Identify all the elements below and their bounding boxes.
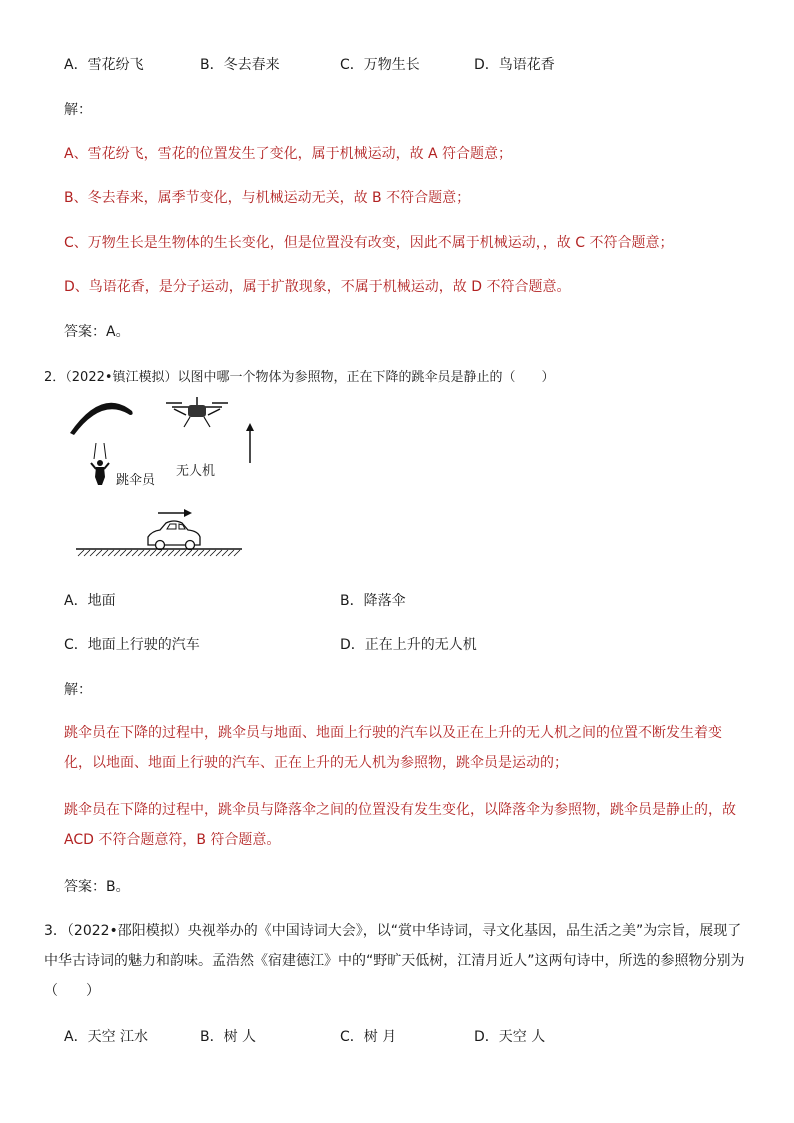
q3-stem: 3．（2022•邵阳模拟）央视举办的《中国诗词大会》，以“赏中华诗词，寻文化基因，品生活之美”为宗旨，展现了中华古诗词的魅力和韵味。孟浩然《宿建德江》中的“野旷天低树，江清月近人”这两句诗中，所选的参照物分别为（ ） (44, 923, 745, 999)
right-arrow-icon (158, 509, 192, 517)
q3-option-a: A．天空 江水 (64, 1029, 149, 1045)
q2-option-c: C．地面上行驶的汽车 (64, 637, 200, 653)
q1-solution-label: 解： (64, 102, 92, 118)
parachutist-label: 跳伞员 (116, 473, 156, 488)
q2-option-b: B．降落伞 (340, 593, 406, 609)
q1-analysis-c: C、万物生长是生物体的生长变化，但是位置没有改变，因此不属于机械运动，，故 C 不符合题意； (64, 235, 674, 251)
q1-analysis-d: D、鸟语花香，是分子运动，属于扩散现象，不属于机械运动，故 D 不符合题意。 (64, 279, 571, 295)
q1-analysis-b: B、冬去春来，属季节变化，与机械运动无关，故 B 不符合题意； (64, 190, 471, 206)
q3-option-b: B．树 人 (200, 1029, 257, 1045)
parachute-canopy (70, 403, 133, 435)
q2-analysis-2: 跳伞员在下降的过程中，跳伞员与降落伞之间的位置没有发生变化，以降落伞为参照物，跳伞员是静止的，故 ACD 不符合题意符，B 符合题意。 (64, 802, 736, 848)
q2-option-d: D．正在上升的无人机 (340, 637, 477, 653)
car-figure (148, 521, 200, 550)
q2-figure (64, 385, 254, 560)
q3-option-d: D．天空 人 (474, 1029, 546, 1045)
q3-option-c: C．树 月 (340, 1029, 397, 1045)
drone-figure (166, 397, 228, 427)
q2-answer: 答案：B。 (64, 879, 130, 895)
drone-label: 无人机 (176, 464, 216, 479)
q1-option-b: B．冬去春来 (200, 57, 280, 73)
q1-answer: 答案：A。 (64, 324, 130, 340)
q1-option-d: D．鸟语花香 (474, 57, 555, 73)
parachutist-figure (91, 443, 109, 485)
q2-analysis-1: 跳伞员在下降的过程中，跳伞员与地面、地面上行驶的汽车以及正在上升的无人机之间的位置不断发生着变化，以地面、地面上行驶的汽车、正在上升的无人机为参照物，跳伞员是运动的； (64, 725, 722, 771)
q1-analysis-a: A、雪花纷飞，雪花的位置发生了变化，属于机械运动，故 A 符合题意； (64, 146, 513, 162)
q2-stem: 2．（2022•镇江模拟）以图中哪一个物体为参照物，正在下降的跳伞员是静止的（ ） (44, 370, 555, 385)
q1-option-a: A．雪花纷飞 (64, 57, 144, 73)
q1-option-c: C．万物生长 (340, 57, 420, 73)
up-arrow-icon (246, 423, 254, 463)
q2-option-a: A．地面 (64, 593, 116, 609)
q2-solution-label: 解： (64, 682, 92, 698)
